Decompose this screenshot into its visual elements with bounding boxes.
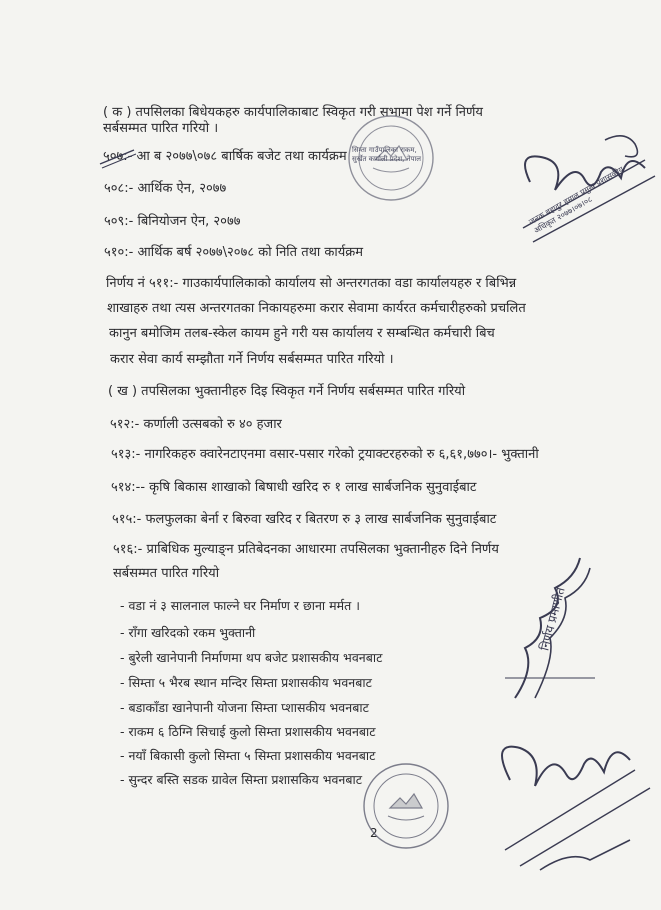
signature-bottom [480, 700, 655, 875]
list-item: - राँगा खरिदको रकम भुक्तानी [120, 625, 256, 640]
item-514: ५१४:-- कृषि बिकास शाखाको बिषाधी खरिद रु १ लाख सार्बजनिक सुनुवाईबाट [111, 480, 477, 495]
decision-511-line2: शाखाहरु तथा त्यस अन्तरगतका निकायहरुमा करार सेवामा कार्यरत कर्मचारीहरुको प्रचलित [107, 301, 526, 316]
item-513: ५१३:- नागरिकहरु क्वारेनटाएनमा वसार-पसार गरेको ट्रयाक्टरहरुको रु ६,६१,७७०।- भुक्तानी [111, 447, 539, 462]
list-item: - बुरेली खानेपानी निर्माणमा थप बजेट प्रशासकीय भवनबाट [120, 650, 383, 665]
decision-511-line4: करार सेवा कार्य सम्झौता गर्ने निर्णय सर्बसम्मत पारित गरियो । [110, 352, 394, 367]
section-kha-heading: ( ख ) तपसिलका भुक्तानीहरु दिइ स्विकृत गर्ने निर्णय सर्बसम्मत पारित गरियो [108, 384, 466, 399]
item-516-line2: सर्बसम्मत पारित गरियो [113, 566, 220, 581]
stamp-text: सिम्ता गाउँपालिका राकम, सुर्खेत कर्णाली प्रदेश, नेपाल [352, 146, 422, 163]
list-item: - वडा नं ३ सालनाल फाल्ने घर निर्माण र छाना मर्मत । [120, 598, 360, 613]
item-507: ५०७:- आ ब २०७७\०७८ बार्षिक बजेट तथा कार्यक्रम [103, 149, 347, 164]
list-item: - सुन्दर बस्ति सडक ग्रावेल सिम्ता प्रशासकिय भवनबाट [120, 772, 363, 787]
strike-mark [98, 144, 138, 170]
item-508: ५०८:- आर्थिक ऐन, २०७७ [104, 181, 227, 196]
section-ka-heading-line2: सर्बसम्मत पारित गरियो । [103, 121, 219, 136]
list-item: - नयाँ बिकासी कुलो सिम्ता ५ सिम्ता प्रशासकीय भवनबाट [120, 748, 376, 763]
item-510: ५१०:- आर्थिक बर्ष २०७७\२०७८ को निति तथा कार्यक्रम [104, 245, 364, 260]
section-ka-heading-line1: ( क ) तपसिलका बिधेयकहरु कार्यपालिकाबाट स्विकृत गरी सभामा पेश गर्ने निर्णय [103, 105, 483, 120]
item-509: ५०९:- बिनियोजन ऐन, २०७७ [104, 214, 241, 229]
signature-top [505, 120, 660, 250]
list-item: - सिम्ता ५ भैरब स्थान मन्दिर सिम्ता प्रशासकीय भवनबाट [120, 675, 372, 690]
list-item: - बडाकाँडा खानेपानी योजना सिम्ता प्शासकीय भवनबाट [120, 700, 369, 715]
item-512: ५१२:- कर्णाली उत्सबको रु ४० हजार [110, 417, 282, 432]
decision-511-line1: निर्णय नं ५११:- गाउकार्यपालिकाको कार्यालय सो अन्तरगतका वडा कार्यालयहरु र बिभिन्न [106, 276, 517, 291]
page-number: 2 [370, 826, 378, 840]
official-stamp-bottom [360, 760, 452, 852]
item-516-line1: ५१६:- प्राबिधिक मुल्याङ्न प्रतिबेदनका आधारमा तपसिलका भुक्तानीहरु दिने निर्णय [113, 542, 499, 557]
list-item: - राकम ६ ठिग्नि सिचाई कुलो सिम्ता प्रशासकीय भवनबाट [120, 724, 376, 739]
signature-block-text: जनक बहादुर हमाल प्रमुख प्रशासकीय अधिकृत २०७७।०७।०८ [527, 164, 626, 236]
decision-511-line3: कानुन बमोजिम तलब-स्केल कायम हुने गरी यस कार्यालय र सम्बन्धित कर्मचारी बिच [109, 326, 495, 341]
margin-note-text: निर्णय प्रमाणीत [537, 585, 568, 653]
item-515: ५१५:- फलफुलका बेर्ना र बिरुवा खरिद र बितरण रु ३ लाख सार्बजनिक सुनुवाईबाट [112, 512, 497, 527]
